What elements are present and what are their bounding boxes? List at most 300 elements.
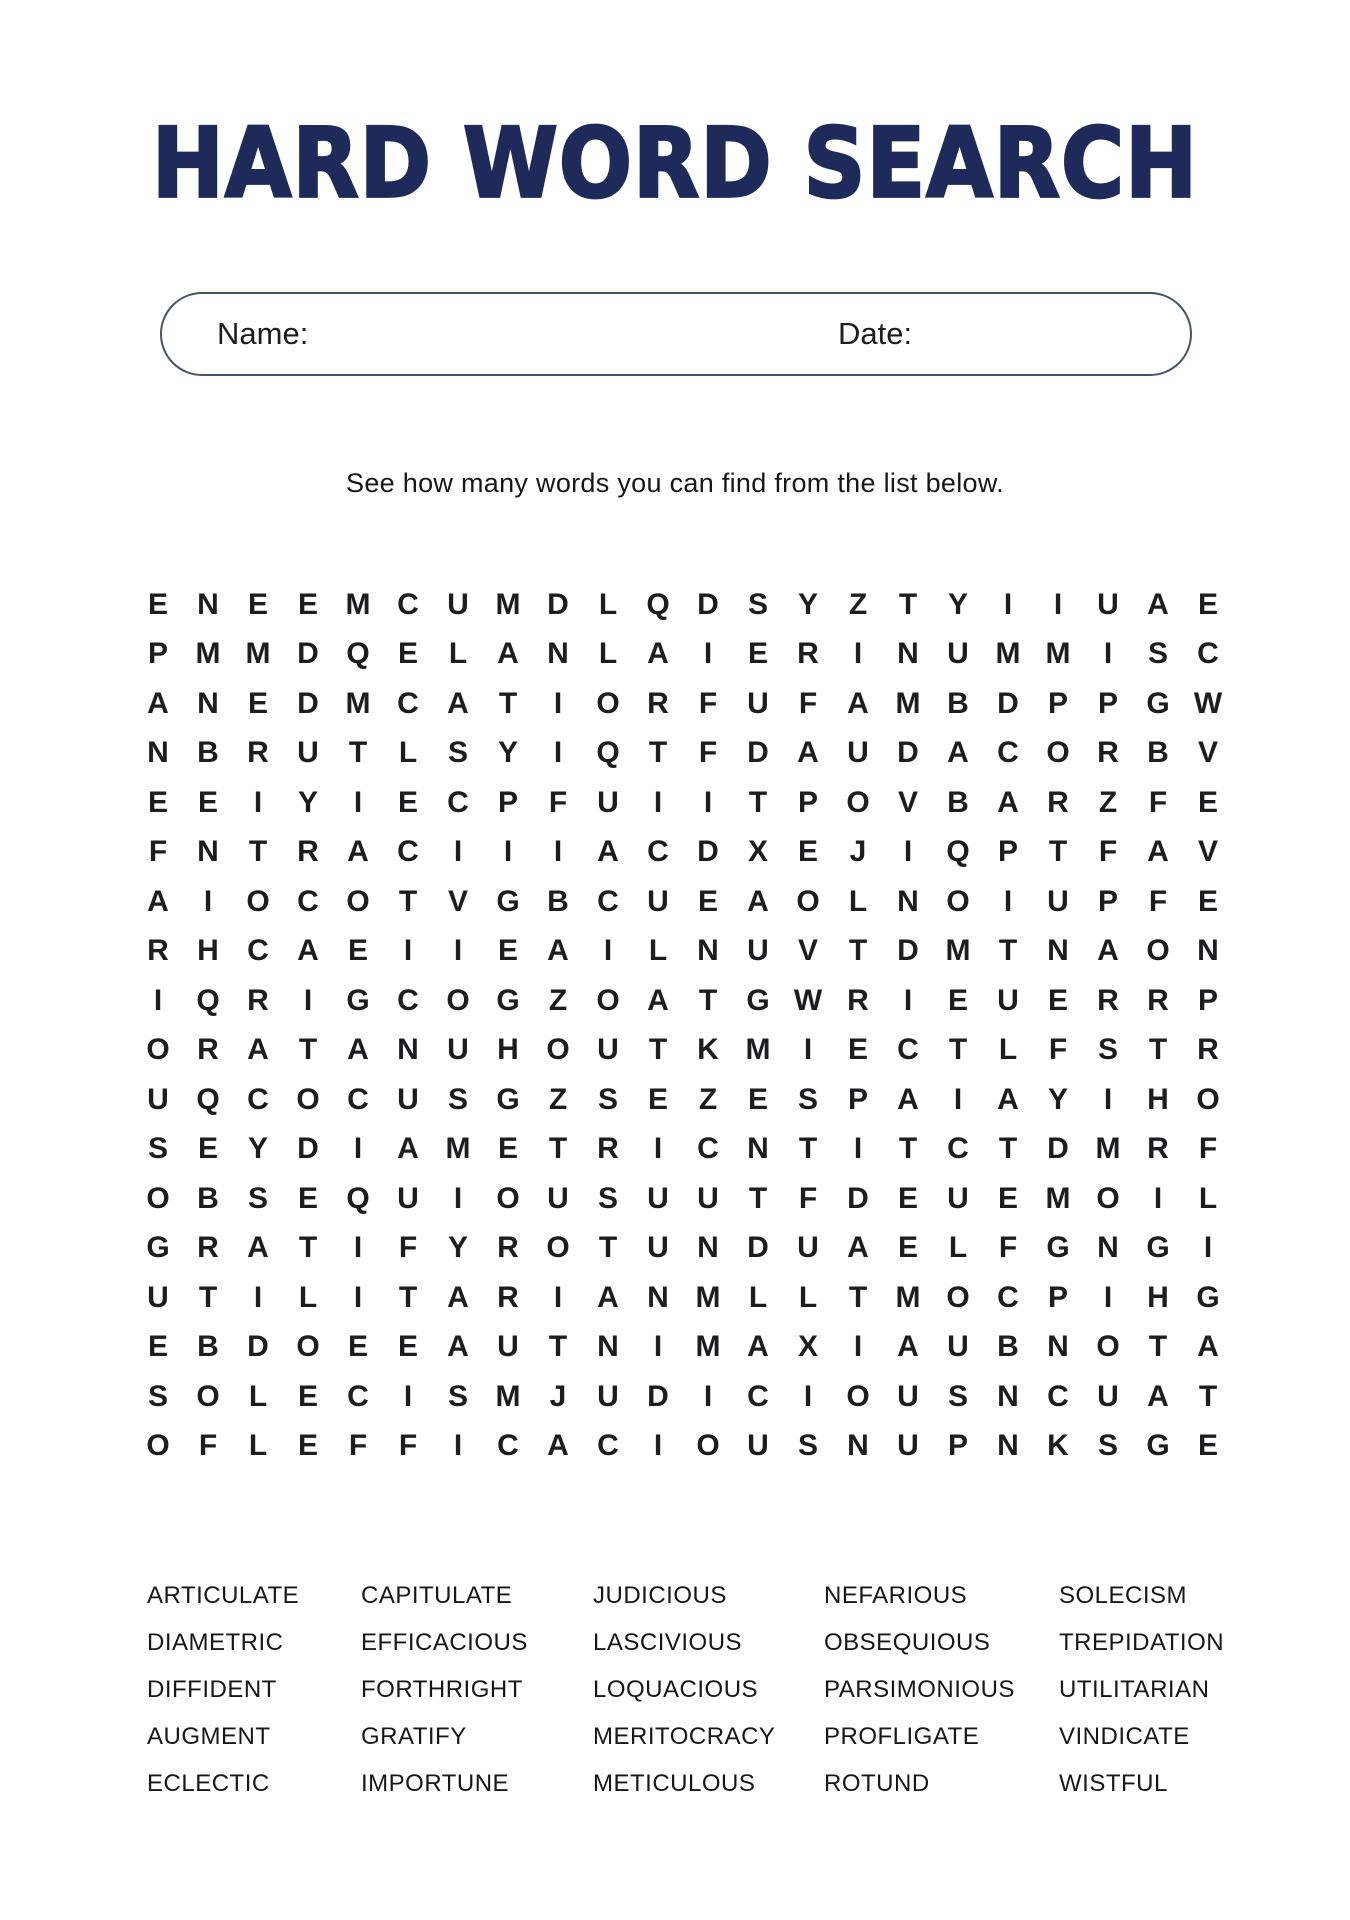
grid-letter: L <box>398 736 418 770</box>
grid-letter: I <box>1153 1181 1163 1215</box>
grid-letter: O <box>1196 1082 1220 1116</box>
grid-letter: U <box>1097 1379 1119 1413</box>
grid-letter: N <box>847 1429 869 1463</box>
grid-letter: I <box>553 1280 563 1314</box>
grid-letter: R <box>1147 983 1169 1017</box>
grid-letter: L <box>598 587 618 621</box>
grid-letter: K <box>1047 1429 1069 1463</box>
word-list-item: DIAMETRIC <box>147 1629 284 1656</box>
grid-letter: T <box>1148 1033 1168 1067</box>
grid-letter: A <box>647 637 669 671</box>
grid-letter: E <box>397 637 418 671</box>
grid-letter: I <box>503 835 513 869</box>
grid-letter: O <box>146 1033 170 1067</box>
grid-letter: G <box>496 1082 520 1116</box>
grid-letter: M <box>1045 637 1071 671</box>
grid-letter: T <box>198 1280 218 1314</box>
grid-letter: D <box>897 736 919 770</box>
grid-letter: I <box>453 934 463 968</box>
grid-letter: E <box>1197 587 1218 621</box>
grid-letter: M <box>245 637 271 671</box>
grid-letter: M <box>895 686 921 720</box>
grid-letter: T <box>648 1033 668 1067</box>
grid-letter: L <box>948 1231 968 1265</box>
grid-letter: D <box>297 637 319 671</box>
grid-letter: N <box>897 637 919 671</box>
grid-letter: I <box>803 1033 813 1067</box>
grid-letter: O <box>296 1330 320 1364</box>
grid-letter: P <box>1047 1280 1068 1314</box>
grid-letter: I <box>1203 1231 1213 1265</box>
grid-letter: I <box>703 1379 713 1413</box>
grid-letter: A <box>1097 934 1119 968</box>
word-list-item: ARTICULATE <box>147 1582 300 1609</box>
grid-letter: V <box>447 884 468 918</box>
grid-letter: S <box>1097 1429 1118 1463</box>
grid-letter: E <box>297 1429 318 1463</box>
grid-letter: N <box>697 1231 719 1265</box>
grid-letter: J <box>549 1379 567 1413</box>
grid-letter: Z <box>548 1082 568 1116</box>
grid-letter: T <box>548 1132 568 1166</box>
grid-letter: R <box>197 1231 219 1265</box>
grid-letter: F <box>398 1429 418 1463</box>
grid-letter: A <box>147 884 169 918</box>
word-list-column <box>824 1572 1059 1807</box>
grid-letter: A <box>347 835 369 869</box>
grid-letter: E <box>897 1231 918 1265</box>
grid-letter: H <box>497 1033 519 1067</box>
grid-letter: C <box>247 1082 269 1116</box>
grid-letter: Y <box>1047 1082 1068 1116</box>
word-list-item: IMPORTUNE <box>361 1770 510 1797</box>
word-list-item: METICULOUS <box>593 1770 756 1797</box>
grid-letter: G <box>1146 1231 1170 1265</box>
grid-letter: F <box>698 736 718 770</box>
grid-letter: A <box>847 1231 869 1265</box>
grid-letter: N <box>997 1429 1019 1463</box>
grid-letter: S <box>947 1379 968 1413</box>
grid-letter: R <box>297 835 319 869</box>
grid-letter: Q <box>596 736 620 770</box>
grid-letter: O <box>446 983 470 1017</box>
word-list-column <box>147 1572 361 1807</box>
word-list-column <box>1059 1572 1257 1807</box>
grid-letter: F <box>198 1429 218 1463</box>
grid-letter: I <box>853 1330 863 1364</box>
word-list-item: SOLECISM <box>1059 1582 1188 1609</box>
grid-letter: A <box>997 785 1019 819</box>
grid-letter: A <box>847 686 869 720</box>
grid-letter: D <box>697 835 719 869</box>
grid-letter: E <box>747 1082 768 1116</box>
word-list-item: NEFARIOUS <box>824 1582 968 1609</box>
grid-letter: R <box>497 1231 519 1265</box>
grid-letter: L <box>648 934 668 968</box>
grid-letter: T <box>748 1181 768 1215</box>
grid-letter: M <box>445 1132 471 1166</box>
grid-letter: E <box>147 587 168 621</box>
grid-letter: A <box>247 1033 269 1067</box>
grid-letter: I <box>1003 587 1013 621</box>
word-list-item: EFFICACIOUS <box>361 1629 528 1656</box>
grid-letter: E <box>947 983 968 1017</box>
grid-letter: T <box>498 686 518 720</box>
grid-letter: T <box>248 835 268 869</box>
grid-letter: P <box>1197 983 1218 1017</box>
grid-letter: X <box>747 835 768 869</box>
grid-letter: C <box>597 884 619 918</box>
grid-letter: N <box>197 835 219 869</box>
grid-letter: E <box>347 934 368 968</box>
grid-letter: C <box>397 686 419 720</box>
grid-letter: L <box>848 884 868 918</box>
word-list-item: JUDICIOUS <box>593 1582 727 1609</box>
grid-letter: A <box>1147 1379 1169 1413</box>
grid-letter: F <box>1148 785 1168 819</box>
grid-letter: T <box>948 1033 968 1067</box>
grid-letter: R <box>597 1132 619 1166</box>
grid-letter: I <box>853 1132 863 1166</box>
grid-letter: H <box>197 934 219 968</box>
grid-letter: R <box>1097 983 1119 1017</box>
grid-letter: T <box>398 1280 418 1314</box>
grid-letter: Y <box>447 1231 468 1265</box>
grid-letter: M <box>995 637 1021 671</box>
grid-letter: E <box>497 1132 518 1166</box>
word-list-item: CAPITULATE <box>361 1582 513 1609</box>
grid-letter: Y <box>797 587 818 621</box>
grid-letter: A <box>897 1330 919 1364</box>
grid-letter: E <box>347 1330 368 1364</box>
grid-letter: U <box>397 1082 419 1116</box>
grid-letter: R <box>1047 785 1069 819</box>
grid-letter: O <box>146 1429 170 1463</box>
word-list-item: TREPIDATION <box>1059 1629 1225 1656</box>
word-list-item: MERITOCRACY <box>593 1723 776 1750</box>
grid-letter: C <box>397 983 419 1017</box>
grid-letter: U <box>897 1429 919 1463</box>
grid-letter: U <box>647 1181 669 1215</box>
grid-letter: M <box>345 587 371 621</box>
grid-letter: D <box>547 587 569 621</box>
grid-letter: A <box>747 1330 769 1364</box>
grid-letter: Z <box>698 1082 718 1116</box>
grid-letter: C <box>297 884 319 918</box>
grid-letter: T <box>348 736 368 770</box>
grid-letter: S <box>247 1181 268 1215</box>
grid-letter: B <box>947 785 969 819</box>
grid-letter: D <box>697 587 719 621</box>
grid-letter: I <box>403 1379 413 1413</box>
grid-letter: A <box>1147 835 1169 869</box>
grid-letter: T <box>548 1330 568 1364</box>
grid-letter: U <box>147 1082 169 1116</box>
grid-letter: E <box>247 686 268 720</box>
grid-letter: D <box>297 1132 319 1166</box>
grid-letter: T <box>898 1132 918 1166</box>
grid-letter: I <box>303 983 313 1017</box>
grid-letter: I <box>853 637 863 671</box>
word-list-column <box>593 1572 824 1807</box>
grid-letter: U <box>747 934 769 968</box>
grid-letter: A <box>897 1082 919 1116</box>
grid-letter: L <box>248 1429 268 1463</box>
grid-letter: U <box>1047 884 1069 918</box>
grid-letter: A <box>547 1429 569 1463</box>
word-list-item: FORTHRIGHT <box>361 1676 523 1703</box>
grid-letter: I <box>903 835 913 869</box>
grid-letter: E <box>397 1330 418 1364</box>
grid-letter: Z <box>848 587 868 621</box>
grid-letter: T <box>998 934 1018 968</box>
grid-letter: L <box>748 1280 768 1314</box>
page-title: HARD WORD SEARCH <box>151 108 1199 220</box>
grid-letter: U <box>647 1231 669 1265</box>
grid-letter: O <box>846 785 870 819</box>
grid-letter: G <box>746 983 770 1017</box>
name-label: Name: <box>217 316 309 351</box>
grid-letter: A <box>1147 587 1169 621</box>
grid-letter: A <box>947 736 969 770</box>
grid-letter: A <box>747 884 769 918</box>
grid-letter: R <box>1197 1033 1219 1067</box>
grid-letter: M <box>745 1033 771 1067</box>
grid-letter: P <box>947 1429 968 1463</box>
grid-letter: G <box>346 983 370 1017</box>
grid-letter: A <box>447 1280 469 1314</box>
grid-letter: F <box>998 1231 1018 1265</box>
grid-letter: I <box>553 736 563 770</box>
grid-letter: U <box>447 587 469 621</box>
grid-letter: N <box>1097 1231 1119 1265</box>
grid-letter: L <box>1198 1181 1218 1215</box>
grid-letter: F <box>1148 884 1168 918</box>
grid-letter: D <box>297 686 319 720</box>
grid-letter: E <box>147 785 168 819</box>
word-list-item: DIFFIDENT <box>147 1676 277 1703</box>
grid-letter: O <box>146 1181 170 1215</box>
grid-letter: T <box>1048 835 1068 869</box>
grid-letter: E <box>1197 785 1218 819</box>
grid-letter: Q <box>196 983 220 1017</box>
grid-letter: S <box>447 736 468 770</box>
grid-letter: R <box>197 1033 219 1067</box>
grid-letter: S <box>597 1181 618 1215</box>
grid-letter: U <box>547 1181 569 1215</box>
grid-letter: T <box>398 884 418 918</box>
grid-letter: C <box>897 1033 919 1067</box>
grid-letter: P <box>797 785 818 819</box>
grid-letter: O <box>946 884 970 918</box>
grid-letter: O <box>546 1033 570 1067</box>
word-list-item: UTILITARIAN <box>1059 1676 1210 1703</box>
grid-letter: N <box>197 587 219 621</box>
grid-letter: U <box>497 1330 519 1364</box>
grid-letter: I <box>453 1429 463 1463</box>
grid-letter: Q <box>946 835 970 869</box>
grid-letter: I <box>653 1132 663 1166</box>
grid-letter: P <box>147 637 168 671</box>
grid-letter: F <box>348 1429 368 1463</box>
grid-letter: T <box>298 1033 318 1067</box>
grid-letter: N <box>1047 1330 1069 1364</box>
grid-letter: O <box>196 1379 220 1413</box>
grid-letter: U <box>397 1181 419 1215</box>
grid-letter: E <box>297 1181 318 1215</box>
grid-letter: C <box>647 835 669 869</box>
grid-letter: O <box>496 1181 520 1215</box>
grid-letter: C <box>997 736 1019 770</box>
word-search-grid <box>133 580 1233 1471</box>
grid-letter: E <box>197 785 218 819</box>
grid-letter: P <box>847 1082 868 1116</box>
grid-letter: O <box>796 884 820 918</box>
grid-letter: E <box>247 587 268 621</box>
grid-letter: M <box>945 934 971 968</box>
grid-letter: A <box>997 1082 1019 1116</box>
grid-letter: U <box>447 1033 469 1067</box>
grid-letter: N <box>397 1033 419 1067</box>
grid-letter: I <box>603 934 613 968</box>
word-list-column <box>361 1572 593 1807</box>
grid-letter: I <box>353 1280 363 1314</box>
grid-letter: M <box>195 637 221 671</box>
word-list-item: PARSIMONIOUS <box>824 1676 1015 1703</box>
grid-letter: W <box>793 983 823 1017</box>
grid-letter: I <box>653 1429 663 1463</box>
grid-letter: S <box>447 1082 468 1116</box>
grid-letter: Y <box>297 785 318 819</box>
grid-letter: U <box>1097 587 1119 621</box>
grid-letter: C <box>1047 1379 1069 1413</box>
grid-letter: L <box>798 1280 818 1314</box>
grid-letter: O <box>696 1429 720 1463</box>
grid-letter: T <box>848 934 868 968</box>
word-list-item: VINDICATE <box>1059 1723 1190 1750</box>
word-list-item: GRATIFY <box>361 1723 467 1750</box>
grid-letter: E <box>847 1033 868 1067</box>
grid-letter: V <box>897 785 918 819</box>
grid-letter: I <box>353 1231 363 1265</box>
grid-letter: U <box>747 686 769 720</box>
grid-letter: A <box>347 1033 369 1067</box>
grid-letter: S <box>447 1379 468 1413</box>
grid-letter: O <box>246 884 270 918</box>
grid-letter: O <box>1096 1330 1120 1364</box>
word-list-item: PROFLIGATE <box>824 1723 980 1750</box>
grid-letter: I <box>353 1132 363 1166</box>
grid-letter: N <box>1047 934 1069 968</box>
grid-letter: T <box>748 785 768 819</box>
grid-letter: B <box>997 1330 1019 1364</box>
grid-letter: O <box>1146 934 1170 968</box>
grid-letter: A <box>147 686 169 720</box>
grid-letter: T <box>1198 1379 1218 1413</box>
grid-letter: I <box>453 1181 463 1215</box>
grid-letter: A <box>547 934 569 968</box>
grid-letter: U <box>997 983 1019 1017</box>
grid-letter: C <box>397 587 419 621</box>
grid-letter: T <box>648 736 668 770</box>
grid-letter: O <box>296 1082 320 1116</box>
grid-letter: I <box>553 686 563 720</box>
grid-letter: U <box>947 1330 969 1364</box>
grid-letter: O <box>846 1379 870 1413</box>
grid-letter: M <box>695 1330 721 1364</box>
grid-letter: P <box>1097 686 1118 720</box>
grid-letter: C <box>397 835 419 869</box>
grid-letter: E <box>897 1181 918 1215</box>
grid-letter: A <box>497 637 519 671</box>
grid-letter: P <box>997 835 1018 869</box>
grid-letter: F <box>1048 1033 1068 1067</box>
grid-letter: G <box>1046 1231 1070 1265</box>
grid-letter: F <box>398 1231 418 1265</box>
grid-letter: I <box>1103 1280 1113 1314</box>
grid-letter: V <box>1197 835 1218 869</box>
grid-letter: G <box>1146 1429 1170 1463</box>
date-label: Date: <box>838 316 913 351</box>
grid-letter: H <box>1147 1082 1169 1116</box>
grid-letter: A <box>297 934 319 968</box>
grid-letter: F <box>698 686 718 720</box>
grid-letter: G <box>1146 686 1170 720</box>
word-list-item: WISTFUL <box>1059 1770 1168 1797</box>
grid-letter: I <box>453 835 463 869</box>
grid-letter: J <box>849 835 867 869</box>
grid-letter: E <box>697 884 718 918</box>
grid-letter: N <box>747 1132 769 1166</box>
grid-letter: S <box>1147 637 1168 671</box>
grid-letter: U <box>947 1181 969 1215</box>
grid-letter: F <box>1098 835 1118 869</box>
grid-letter: M <box>495 1379 521 1413</box>
grid-letter: U <box>647 884 669 918</box>
grid-letter: O <box>946 1280 970 1314</box>
grid-letter: S <box>747 587 768 621</box>
grid-letter: C <box>347 1082 369 1116</box>
grid-letter: U <box>597 1033 619 1067</box>
grid-letter: N <box>597 1330 619 1364</box>
grid-letter: B <box>947 686 969 720</box>
grid-letter: Y <box>497 736 518 770</box>
grid-letter: E <box>747 637 768 671</box>
grid-letter: I <box>353 785 363 819</box>
grid-letter: N <box>547 637 569 671</box>
grid-letter: O <box>546 1231 570 1265</box>
grid-letter: I <box>253 1280 263 1314</box>
grid-letter: A <box>597 1280 619 1314</box>
grid-letter: F <box>1198 1132 1218 1166</box>
grid-letter: U <box>947 637 969 671</box>
grid-letter: R <box>147 934 169 968</box>
grid-letter: M <box>695 1280 721 1314</box>
name-date-box <box>160 292 1192 376</box>
grid-letter: C <box>947 1132 969 1166</box>
grid-letter: O <box>596 686 620 720</box>
grid-letter: V <box>797 934 818 968</box>
grid-letter: I <box>653 1330 663 1364</box>
grid-letter: U <box>847 736 869 770</box>
grid-letter: Q <box>646 587 670 621</box>
grid-letter: G <box>146 1231 170 1265</box>
grid-letter: T <box>848 1280 868 1314</box>
grid-letter: U <box>897 1379 919 1413</box>
grid-letter: R <box>1147 1132 1169 1166</box>
word-list <box>147 1572 1257 1807</box>
grid-letter: T <box>998 1132 1018 1166</box>
